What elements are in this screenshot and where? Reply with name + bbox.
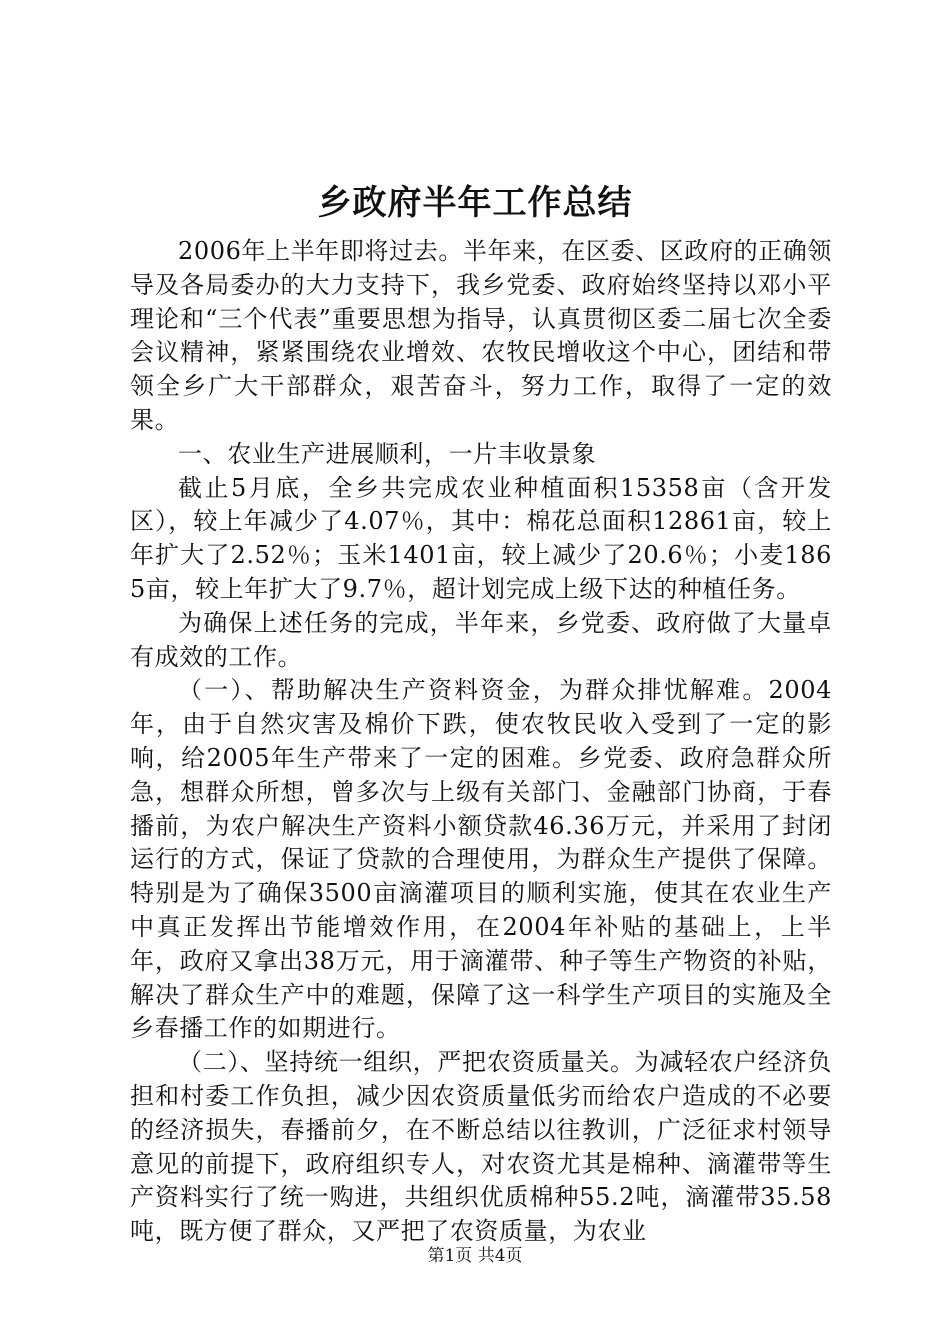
document-title: 乡政府半年工作总结 xyxy=(317,183,633,223)
page-footer: 第1页 共4页 xyxy=(427,1246,523,1266)
section-heading-agriculture: 一、农业生产进展顺利，一片丰收景象 xyxy=(178,439,597,468)
paragraph-intro: 2006年上半年即将过去。半年来，在区委、区政府的正确领导及各局委办的大力支持下，我乡党委、政府始终坚持以邓小平理论和“三个代表”重要思想为指导，认真贯彻区委二届七次全委会议精神，紧紧围绕农业增效、农牧民增收这个中心，团结和带领全乡广大干部群众，艰苦奋斗，努力工作，取得了一定的效果。 xyxy=(130,237,832,434)
paragraph-planting-area: 截止5月底，全乡共完成农业种植面积15358亩（含开发区），较上年减少了4.07％，其中：棉花总面积12861亩，较上年扩大了2.52％；玉米1401亩，较上减少了20.6％；小麦1865亩，较上年扩大了9.7％，超计划完成上级下达的种植任务。 xyxy=(130,473,832,603)
paragraph-subsection-one: （一）、帮助解决生产资料资金，为群众排忧解难。2004年，由于自然灾害及棉价下跌，使农牧民收入受到了一定的影响，给2005年生产带来了一定的困难。乡党委、政府急群众所急，想群众所想，曾多次与上级有关部门、金融部门协商，于春播前，为农户解决生产资料小额贷款46.36万元，并采用了封闭运行的方式，保证了贷款的合理使用，为群众生产提供了保障。特别是为了确保3500亩滴灌项目的顺利实施，使其在农业生产中真正发挥出节能增效作用，在2004年补贴的基础上，上半年，政府又拿出38万元，用于滴灌带、种子等生产物资的补贴，解决了群众生产中的难题，保障了这一科学生产项目的实施及全乡春播工作的如期进行。 xyxy=(130,676,832,1043)
document-body xyxy=(130,235,832,1249)
paragraph-subsection-two: （二）、坚持统一组织，严把农资质量关。为减轻农户经济负担和村委工作负担，减少因农资质量低劣而给农户造成的不必要的经济损失，春播前夕，在不断总结以往教训，广泛征求村领导意见的前提下，政府组织专人，对农资尤其是棉种、滴灌带等生产资料实行了统一购进，共组织优质棉种55.2吨，滴灌带35.58吨，既方便了群众，又严把了农资质量，为农业 xyxy=(130,1048,832,1246)
paragraph-work-summary: 为确保上述任务的完成，半年来，乡党委、政府做了大量卓有成效的工作。 xyxy=(130,608,832,671)
